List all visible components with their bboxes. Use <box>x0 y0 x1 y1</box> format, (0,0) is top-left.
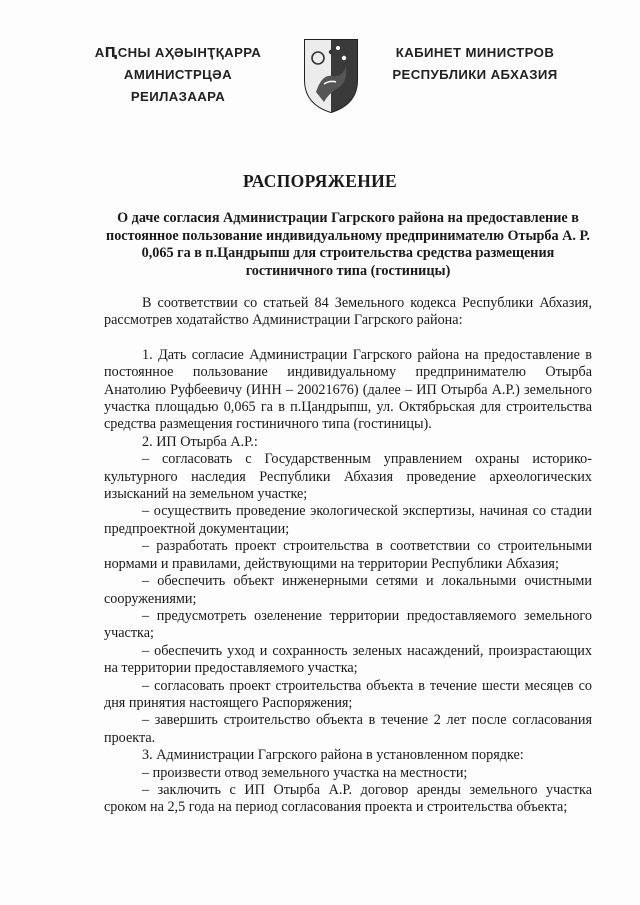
preamble: В соответствии со статьей 84 Земельного кодекса Республики Абхазия, рассмотрев ходатайство Администрации Гагрского района: <box>104 295 592 329</box>
paragraph-3: 3. Администрации Гагрского района в установленном порядке: <box>142 747 524 764</box>
header-right-line2: РЕСПУБЛИКИ АБХАЗИЯ <box>392 67 558 82</box>
list-item: – произвести отвод земельного участка на местности; <box>142 764 468 781</box>
header-left-line2: АМИНИСТРЦӘА РЕИЛАЗААРА <box>123 67 233 104</box>
header-left-line1: АԤСНЫ АҲӘЫНҬҚАРРА <box>94 45 262 60</box>
spacer <box>104 330 592 347</box>
paragraph-1: 1. Дать согласие Администрации Гагрского района на предоставление в постоянное пользование индивидуальному предпринимателю Отырба Анатолию Руфбеевичу (ИНН – 20021676) (далее – ИП Отырба А.Р.) земельного участка площадью 0,065 га в п.Цандрыпш, ул. Октябрьская для строительства средства размещения гостиничного типа (гостиницы). <box>104 346 592 433</box>
header-left-abkhaz <box>78 42 278 108</box>
document-body <box>104 295 592 817</box>
list-item: – обеспечить уход и сохранность зеленых насаждений, произрастающих на территории предоставляемого участка; <box>104 642 592 677</box>
document-subject: О даче согласия Администрации Гагрского района на предоставление в постоянное пользование индивидуальному предпринимателю Отырба А. Р. 0,065 га в п.Цандрыпш для строительства средства размещения гостиничного типа (гостиницы) <box>106 210 590 279</box>
document-title: РАСПОРЯЖЕНИЕ <box>242 171 397 191</box>
abkhazia-coat-of-arms-icon <box>302 36 360 114</box>
list-item: – предусмотреть озеленение территории предоставляемого земельного участка; <box>104 607 592 642</box>
list-item: – согласовать с Государственным управлением охраны историко-культурного наследия Республики Абхазия проведение археологических изысканий на земельном участке; <box>104 451 592 503</box>
list-item: – обеспечить объект инженерными сетями и локальными очистными сооружениями; <box>104 573 592 607</box>
list-item: – разработать проект строительства в соответствии со строительными нормами и правилами, действующими на территории Республики Абхазия; <box>104 538 592 572</box>
paragraph-2: 2. ИП Отырба А.Р.: <box>142 433 258 450</box>
list-item: – осуществить проведение экологической экспертизы, начиная со стадии предпроектной документации; <box>104 503 592 537</box>
list-item: – завершить строительство объекта в течение 2 лет после согласования проекта. <box>104 712 592 746</box>
header-right-line1: КАБИНЕТ МИНИСТРОВ <box>395 45 555 60</box>
list-item: – заключить с ИП Отырба А.Р. договор аренды земельного участка сроком на 2,5 года на период согласования проекта и строительства объекта; <box>104 781 592 816</box>
list-item: – согласовать проект строительства объекта в течение шести месяцев со дня принятия настоящего Распоряжения; <box>104 677 592 711</box>
header-right-russian <box>370 42 580 86</box>
